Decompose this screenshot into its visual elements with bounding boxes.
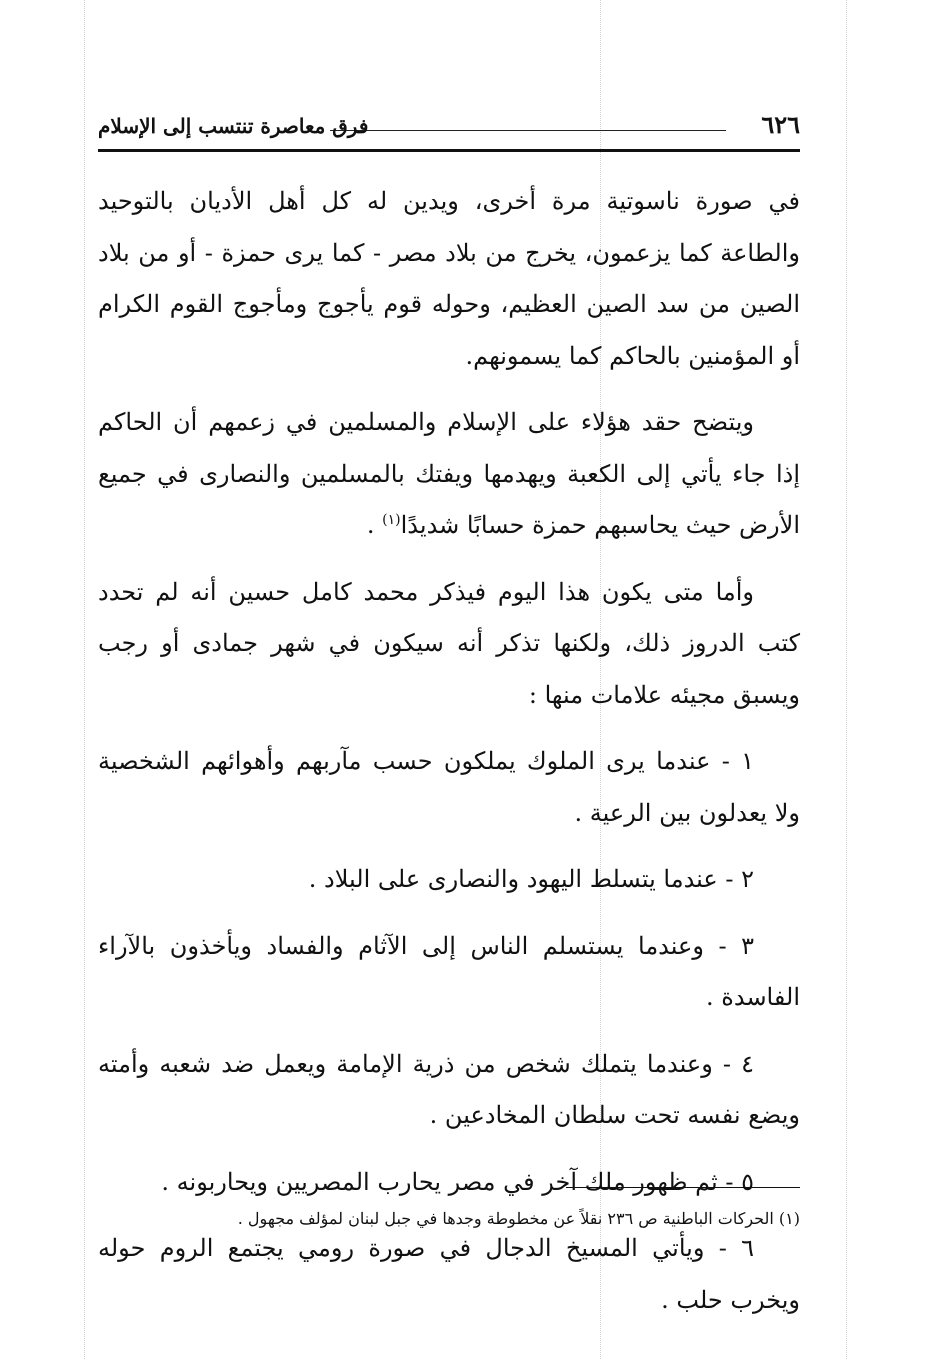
list-item-6: ٦ - ويأتي المسيخ الدجال في صورة رومي يجتمع الروم حوله ويخرب حلب . [98, 1234, 800, 1314]
running-title: فرق معاصرة تنتسب إلى الإسلام [98, 114, 369, 138]
page-number: ٦٢٦ [761, 110, 800, 139]
list-item-3: ٣ - وعندما يستسلم الناس إلى الآثام والفساد ويأخذون بالآراء الفاسدة . [98, 931, 800, 1011]
scan-fold-line [846, 0, 847, 1359]
page-header [98, 110, 800, 144]
paragraph-3: وأما متى يكون هذا اليوم فيذكر محمد كامل حسين أنه لم تحدد كتب الدروز ذلك، ولكنها تذكر أنه سيكون في شهر جمادى أو رجب ويسبق مجيئه علامات منها : [98, 577, 800, 709]
list-item-2: ٢ - عندما يتسلط اليهود والنصارى على البلاد . [308, 865, 754, 893]
footnote-marker: (١) [382, 512, 401, 528]
scan-fold-line [84, 0, 85, 1359]
main-text [98, 176, 800, 1326]
list-item-4: ٤ - وعندما يتملك شخص من ذرية الإمامة ويعمل ضد شعبه وأمته ويضع نفسه تحت سلطان المخادعين . [98, 1049, 800, 1129]
paragraph-2-text: ويتضح حقد هؤلاء على الإسلام والمسلمين في زعمهم أن الحاكم إذا جاء يأتي إلى الكعبة ويهدمها ويفتك بالمسلمين والنصارى في جميع الأرض حيث يحاسبهم حمزة حسابًا شديدًا [98, 408, 800, 539]
footnote: (١) الحركات الباطنية ص ٢٣٦ نقلاً عن مخطوطة وجدها في جبل لبنان لمؤلف مجهول . [237, 1209, 800, 1228]
header-dash-line [330, 130, 726, 131]
paragraph-1: في صورة ناسوتية مرة أخرى، ويدين له كل أهل الأديان بالتوحيد والطاعة كما يزعمون، يخرج من بلاد مصر - كما يرى حمزة - أو من بلاد الصين من سد الصين العظيم، وحوله قوم يأجوج ومأجوج القوم الكرام أو المؤمنين بالحاكم كما يسمونهم. [98, 187, 801, 370]
header-rule [98, 149, 800, 152]
paragraph-2 [98, 397, 800, 552]
list-item-1: ١ - عندما يرى الملوك يملكون حسب مآربهم وأهوائهم الشخصية ولا يعدلون بين الرعية . [98, 747, 800, 827]
paragraph-2-end: . [366, 511, 383, 539]
list-item-5: ٥ - ثم ظهور ملك آخر في مصر يحارب المصريين ويحاربونه . [161, 1167, 754, 1196]
footnote-separator [566, 1187, 800, 1188]
